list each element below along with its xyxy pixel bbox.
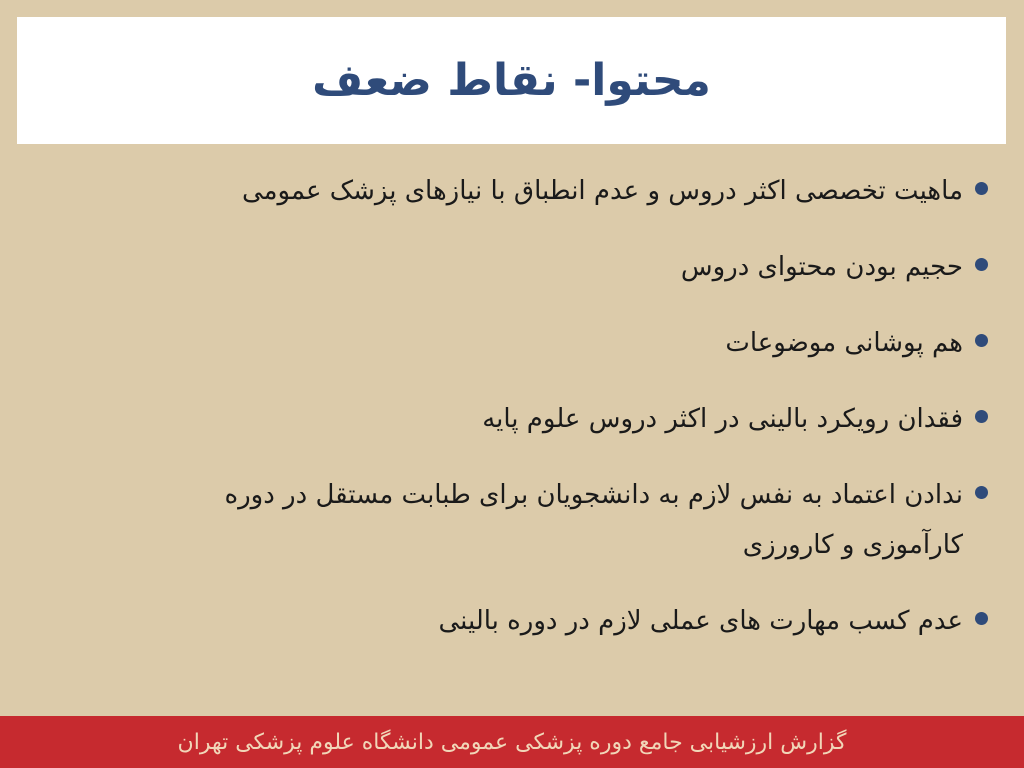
- footer-text: گزارش ارزشیابی جامع دوره پزشکی عمومی دانشگاه علوم پزشکی تهران: [177, 729, 847, 755]
- bullet-item: [140, 318, 988, 368]
- bullet-text: ماهیت تخصصی اکثر دروس و عدم انطباق با نیازهای پزشک عمومی: [241, 176, 963, 206]
- title-box: [17, 17, 1006, 144]
- bullet-text: عدم کسب مهارت های عملی لازم در دوره بالینی: [438, 606, 963, 636]
- bullet-list: [140, 166, 988, 672]
- bullet-item: [140, 166, 988, 216]
- bullet-item: [140, 242, 988, 292]
- bullet-dot-icon: [975, 258, 988, 271]
- bullet-text: حجیم بودن محتوای دروس: [680, 252, 963, 282]
- bullet-text: فقدان رویکرد بالینی در اکثر دروس علوم پایه: [482, 404, 963, 434]
- bullet-dot-icon: [975, 612, 988, 625]
- bullet-item: [140, 394, 988, 444]
- bullet-dot-icon: [975, 182, 988, 195]
- bullet-item: [140, 596, 988, 646]
- bullet-item: [140, 470, 988, 570]
- bullet-dot-icon: [975, 334, 988, 347]
- bullet-dot-icon: [975, 486, 988, 499]
- bullet-text: ندادن اعتماد به نفس لازم به دانشجویان برای طبابت مستقل در دوره کارآموزی و کارورزی: [224, 480, 963, 560]
- bullet-text: هم پوشانی موضوعات: [725, 328, 963, 358]
- bullet-dot-icon: [975, 410, 988, 423]
- footer-bar: [0, 716, 1024, 768]
- slide-title: محتوا- نقاط ضعف: [312, 54, 711, 106]
